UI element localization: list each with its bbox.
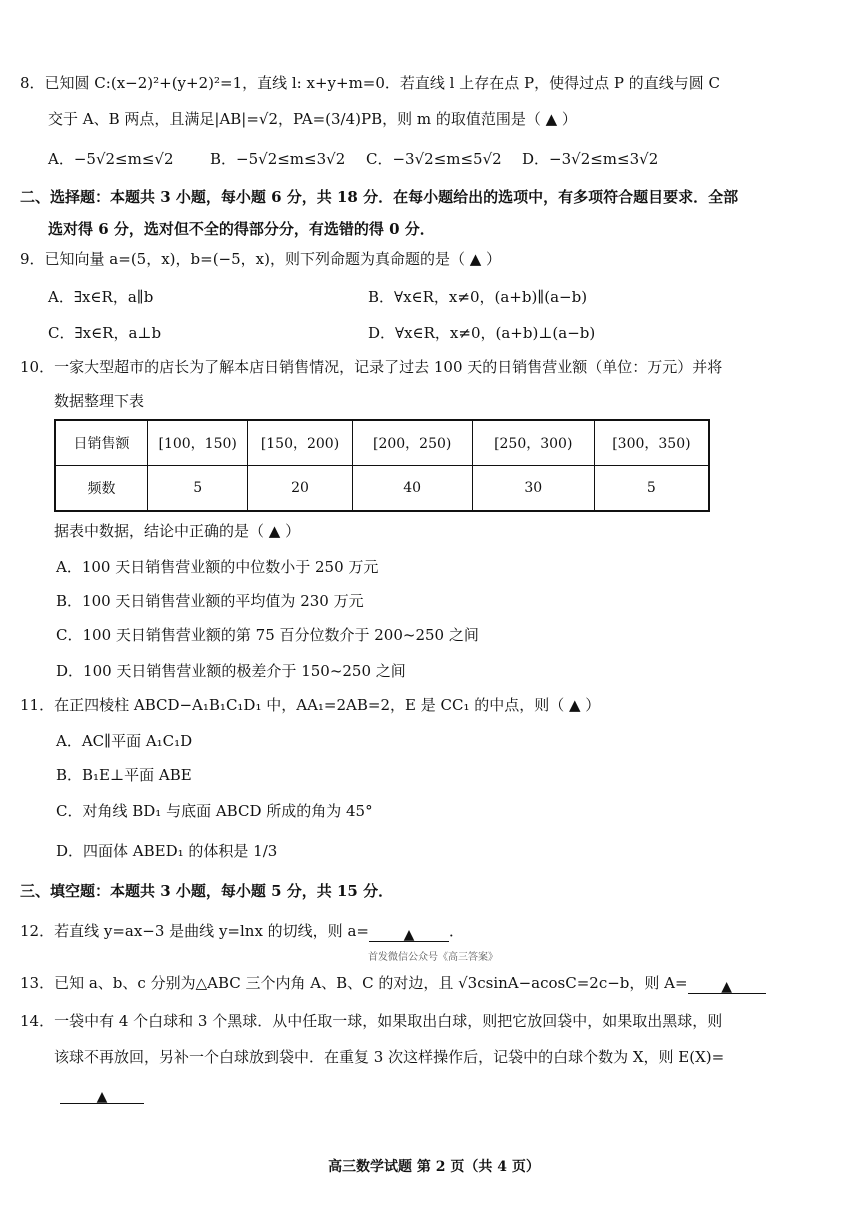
- q10-option-b: B．100 天日销售营业额的平均值为 230 万元: [56, 592, 364, 610]
- watermark-text: 首发微信公众号《高三答案》: [368, 952, 498, 963]
- q8-line2: 交于 A、B 两点，且满足|AB|=√2，PA=(3/4)PB，则 m 的取值范围是（ ▲ ）: [48, 110, 577, 128]
- q8-option-a: A．−5√2≤m≤√2: [48, 150, 174, 168]
- triangle-marker-icon: ▲: [721, 979, 732, 995]
- q14-line1: 14．一袋中有 4 个白球和 3 个黑球．从中任取一球，如果取出白球，则把它放回袋中，如果取出黑球，则: [20, 1012, 723, 1030]
- q9-option-b: B．∀x∈R，x≠0，(a+b)∥(a−b): [368, 288, 588, 306]
- section2-line2: 选对得 6 分，选对但不全的得部分分，有选错的得 0 分．: [48, 220, 435, 238]
- q10-option-a: A．100 天日销售营业额的中位数小于 250 万元: [56, 558, 379, 576]
- q11-option-a: A．AC∥平面 A₁C₁D: [56, 732, 193, 750]
- table-cell: 日销售额: [55, 420, 148, 466]
- table-cell: 20: [248, 466, 352, 512]
- q8-option-b: B．−5√2≤m≤3√2: [210, 150, 346, 168]
- q8-line1: 8．已知圆 C:(x−2)²+(y+2)²=1，直线 l: x+y+m=0．若直线 l 上存在点 P，使得过点 P 的直线与圆 C: [20, 74, 720, 92]
- q9-option-d: D．∀x∈R，x≠0，(a+b)⊥(a−b): [368, 324, 596, 342]
- table-cell: [300，350): [594, 420, 709, 466]
- table-header-row: [55, 420, 709, 466]
- triangle-marker-icon: ▲: [403, 927, 415, 943]
- q10-line2: 数据整理下表: [54, 392, 145, 410]
- q10-option-c: C．100 天日销售营业额的第 75 百分位数介于 200~250 之间: [56, 626, 479, 644]
- q11-option-c: C．对角线 BD₁ 与底面 ABCD 所成的角为 45°: [56, 802, 373, 820]
- table-cell: [100，150): [148, 420, 248, 466]
- table-cell: 30: [472, 466, 594, 512]
- table-cell: [150，200): [248, 420, 352, 466]
- q10-option-d: D．100 天日销售营业额的极差介于 150~250 之间: [56, 662, 406, 680]
- q14-answer-blank: [60, 1085, 144, 1104]
- section2-line1: 二、选择题：本题共 3 小题，每小题 6 分，共 18 分．在每小题给出的选项中，有多项符合题目要求．全部: [20, 188, 739, 206]
- q10-line1: 10．一家大型超市的店长为了解本店日销售情况，记录了过去 100 天的日销售营业额（单位：万元）并将: [20, 358, 723, 376]
- table-cell: [250，300): [472, 420, 594, 466]
- q14-line2: 该球不再放回，另补一个白球放到袋中．在重复 3 次这样操作后，记袋中的白球个数为 X，则 E(X)=: [54, 1048, 725, 1066]
- table-row: [55, 466, 709, 512]
- q8-option-d: D．−3√2≤m≤3√2: [522, 150, 659, 168]
- q12-text: 12．若直线 y=ax−3 是曲线 y=lnx 的切线，则 a=: [20, 922, 369, 940]
- q11-stem: 11．在正四棱柱 ABCD−A₁B₁C₁D₁ 中，AA₁=2AB=2，E 是 CC₁ 的中点，则（ ▲ ）: [20, 696, 601, 714]
- table-cell: 5: [148, 466, 248, 512]
- table-cell: 5: [594, 466, 709, 512]
- q14-answer-line: [60, 1082, 144, 1104]
- table-cell: 40: [352, 466, 472, 512]
- q12-end: ．: [448, 922, 464, 940]
- table-cell: [200，250): [352, 420, 472, 466]
- page-footer: 高三数学试题 第 2 页（共 4 页）: [328, 1159, 540, 1175]
- q13: [20, 972, 766, 994]
- q11-option-b: B．B₁E⊥平面 ABE: [56, 766, 192, 784]
- sales-frequency-table: [54, 419, 710, 512]
- q8-option-c: C．−3√2≤m≤5√2: [366, 150, 502, 168]
- q12: [20, 920, 464, 942]
- q11-option-d: D．四面体 ABED₁ 的体积是 1/3: [56, 842, 278, 860]
- q13-answer-blank: [688, 975, 766, 994]
- q9-option-c: C．∃x∈R，a⊥b: [48, 324, 162, 342]
- q10-after-table: 据表中数据，结论中正确的是（ ▲ ）: [54, 522, 301, 540]
- q12-answer-blank: [369, 923, 449, 942]
- q13-text: 13．已知 a、b、c 分别为△ABC 三个内角 A、B、C 的对边，且 √3csinA−acosC=2c−b，则 A=: [20, 974, 688, 992]
- section3-heading: 三、填空题：本题共 3 小题，每小题 5 分，共 15 分．: [20, 882, 394, 900]
- triangle-marker-icon: ▲: [96, 1089, 108, 1105]
- q9-stem: 9．已知向量 a=(5，x)，b=(−5，x)，则下列命题为真命题的是（ ▲ ）: [20, 250, 502, 268]
- q9-option-a: A．∃x∈R，a∥b: [48, 288, 154, 306]
- table-cell: 频数: [55, 466, 148, 512]
